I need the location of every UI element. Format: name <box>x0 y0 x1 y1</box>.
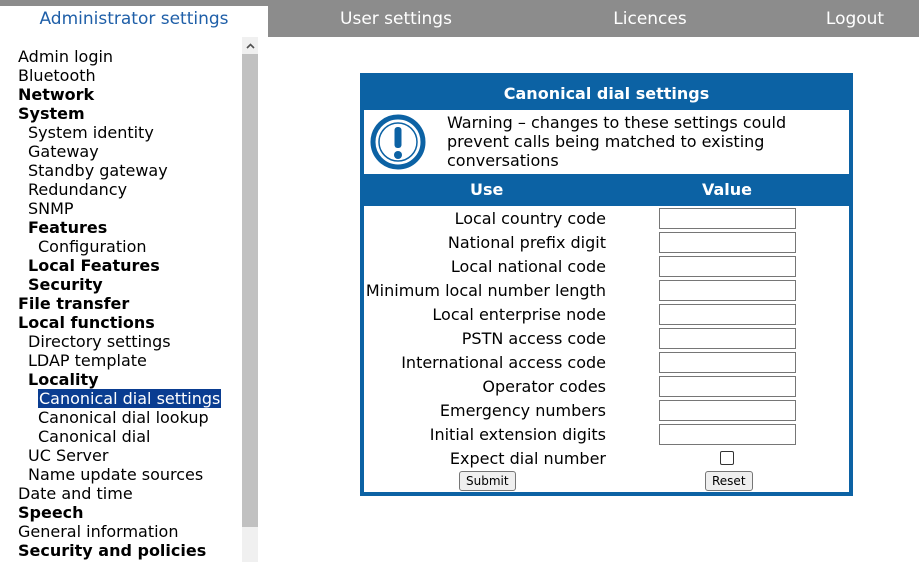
sidebar-item-name-update-sources[interactable] <box>0 465 221 484</box>
sidebar-item-locality[interactable] <box>0 370 221 389</box>
sidebar-item-label: Name update sources <box>28 465 204 484</box>
sidebar-item-redundancy[interactable] <box>0 180 221 199</box>
expect-dial-number-row <box>364 447 849 471</box>
sidebar-item-label: Date and time <box>18 484 133 503</box>
sidebar-item-label: Local Features <box>28 256 160 275</box>
sidebar-item-canonical-dial[interactable] <box>0 427 221 446</box>
nav-list <box>0 47 221 560</box>
sidebar-item-label: System <box>18 104 85 123</box>
sidebar-item-label: Speech <box>18 503 84 522</box>
warning-line: conversations <box>447 151 559 170</box>
pstn-access-code-input[interactable] <box>659 328 796 349</box>
tab-licences[interactable]: Licences <box>613 9 687 29</box>
local-national-code-row <box>364 255 849 279</box>
sidebar-item-network[interactable] <box>0 85 221 104</box>
pstn-access-code-row <box>364 327 849 351</box>
sidebar-item-security-and-policies[interactable] <box>0 541 221 560</box>
tab-logout[interactable]: Logout <box>825 9 885 29</box>
submit-button[interactable]: Submit <box>459 471 516 491</box>
local-national-code-input[interactable] <box>659 256 796 277</box>
sidebar-item-features[interactable] <box>0 218 221 237</box>
sidebar-item-label: Canonical dial settings <box>39 389 221 408</box>
column-header-value: Value <box>702 180 753 199</box>
row-label: PSTN access code <box>461 329 606 348</box>
warning-text <box>447 113 837 170</box>
sidebar-item-label: Security <box>28 275 103 294</box>
sidebar-item-system[interactable] <box>0 104 221 123</box>
sidebar-item-canonical-dial-lookup[interactable] <box>0 408 221 427</box>
national-prefix-digit-row <box>364 231 849 255</box>
initial-extension-digits-input[interactable] <box>659 424 796 445</box>
sidebar-item-label: File transfer <box>18 294 130 313</box>
sidebar-item-label: Standby gateway <box>28 161 168 180</box>
operator-codes-input[interactable] <box>659 376 796 397</box>
sidebar-item-label: Features <box>28 218 108 237</box>
tab-user-settings[interactable]: User settings <box>340 9 452 29</box>
local-enterprise-node-input[interactable] <box>659 304 796 325</box>
sidebar-item-gateway[interactable] <box>0 142 221 161</box>
sidebar-nav <box>0 37 242 562</box>
minimum-local-number-length-row <box>364 279 849 303</box>
sidebar-item-label: UC Server <box>28 446 109 465</box>
sidebar-item-label: Canonical dial lookup <box>38 408 209 427</box>
row-label: Local country code <box>454 209 606 228</box>
sidebar-item-admin-login[interactable] <box>0 47 221 66</box>
row-label: National prefix digit <box>447 233 606 252</box>
column-header-use: Use <box>470 180 504 199</box>
scroll-thumb[interactable] <box>242 54 258 527</box>
sidebar-item-file-transfer[interactable] <box>0 294 221 313</box>
sidebar-item-standby-gateway[interactable] <box>0 161 221 180</box>
row-label: Operator codes <box>482 377 606 396</box>
panel-title: Canonical dial settings <box>503 84 710 103</box>
settings-form <box>364 206 849 492</box>
operator-codes-row <box>364 375 849 399</box>
sidebar-item-label: Admin login <box>18 47 114 66</box>
sidebar-item-configuration[interactable] <box>0 237 221 256</box>
emergency-numbers-row <box>364 399 849 423</box>
tab-administrator-settings[interactable]: Administrator settings <box>0 6 268 37</box>
top-tab-bar <box>0 0 919 37</box>
sidebar-item-local-features[interactable] <box>0 256 221 275</box>
sidebar-item-general-information[interactable] <box>0 522 221 541</box>
row-label: Local enterprise node <box>432 305 606 324</box>
sidebar-item-label: Gateway <box>28 142 99 161</box>
national-prefix-digit-input[interactable] <box>659 232 796 253</box>
chevron-up-icon <box>246 43 255 49</box>
sidebar-item-label: SNMP <box>28 199 74 218</box>
sidebar-item-directory-settings[interactable] <box>0 332 221 351</box>
minimum-local-number-length-input[interactable] <box>659 280 796 301</box>
row-label: Expect dial number <box>449 449 606 468</box>
canonical-dial-settings-panel <box>360 73 853 496</box>
sidebar-item-system-identity[interactable] <box>0 123 221 142</box>
row-label: Minimum local number length <box>365 281 606 300</box>
sidebar-item-bluetooth[interactable] <box>0 66 221 85</box>
sidebar-item-speech[interactable] <box>0 503 221 522</box>
warning-box <box>364 110 849 174</box>
sidebar-item-label: Locality <box>28 370 99 389</box>
sidebar-item-label: Canonical dial <box>38 427 151 446</box>
sidebar-item-label: LDAP template <box>28 351 147 370</box>
row-label: Local national code <box>450 257 606 276</box>
sidebar-item-label: Redundancy <box>28 180 128 199</box>
sidebar-item-local-functions[interactable] <box>0 313 221 332</box>
expect-dial-number-checkbox[interactable] <box>720 451 734 465</box>
sidebar-item-label: Configuration <box>38 237 147 256</box>
sidebar-item-label: Directory settings <box>28 332 171 351</box>
sidebar-item-uc-server[interactable] <box>0 446 221 465</box>
international-access-code-input[interactable] <box>659 352 796 373</box>
emergency-numbers-input[interactable] <box>659 400 796 421</box>
sidebar-item-label: General information <box>18 522 179 541</box>
sidebar-item-snmp[interactable] <box>0 199 221 218</box>
sidebar-item-label: Bluetooth <box>18 66 96 85</box>
local-country-code-input[interactable] <box>659 208 796 229</box>
warning-line: Warning – changes to these settings could <box>447 113 787 132</box>
sidebar-item-label: Local functions <box>18 313 155 332</box>
sidebar-item-label: System identity <box>28 123 154 142</box>
row-label: Emergency numbers <box>439 401 606 420</box>
warning-line: prevent calls being matched to existing <box>447 132 765 151</box>
sidebar-item-canonical-dial-settings[interactable] <box>0 389 221 408</box>
local-country-code-row <box>364 207 849 231</box>
sidebar-scrollbar[interactable] <box>242 37 258 562</box>
row-label: International access code <box>401 353 606 372</box>
initial-extension-digits-row <box>364 423 849 447</box>
sidebar-item-label: Network <box>18 85 95 104</box>
reset-button[interactable]: Reset <box>705 471 753 491</box>
sidebar-item-label: Security and policies <box>18 541 207 560</box>
row-label: Initial extension digits <box>429 425 606 444</box>
exclamation-circle-icon <box>370 114 426 170</box>
scroll-up-button[interactable] <box>242 37 258 54</box>
sidebar-item-ldap-template[interactable] <box>0 351 221 370</box>
sidebar-item-security[interactable] <box>0 275 221 294</box>
sidebar-item-date-and-time[interactable] <box>0 484 221 503</box>
international-access-code-row <box>364 351 849 375</box>
local-enterprise-node-row <box>364 303 849 327</box>
